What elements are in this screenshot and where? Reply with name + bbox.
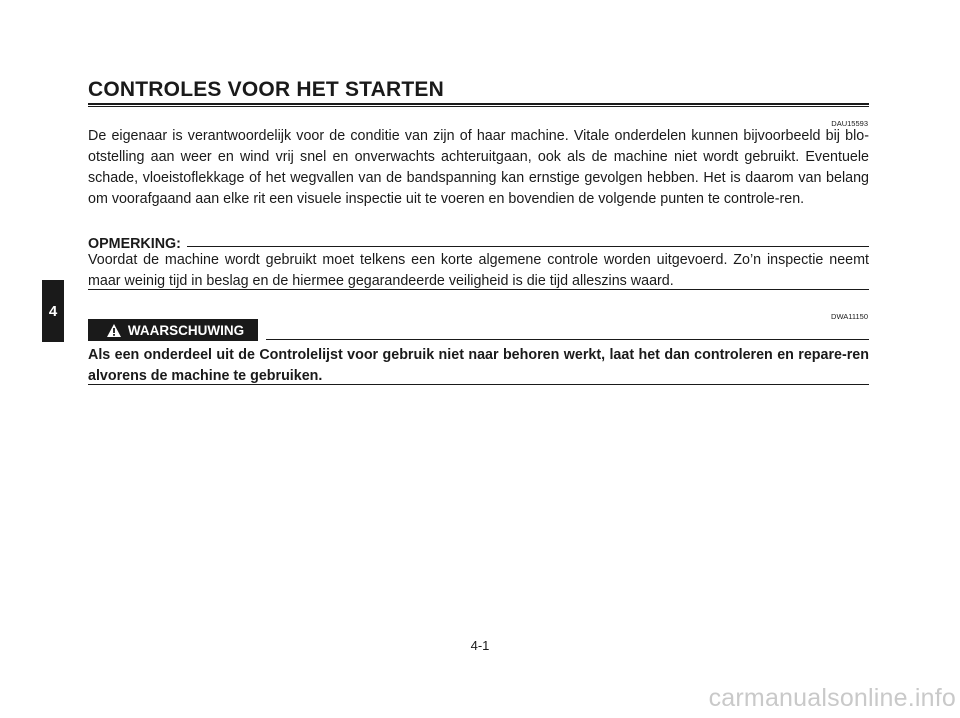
warning-code: DWA11150 [831,312,868,321]
warning-header [88,319,869,341]
page-number: 4-1 [470,638,490,653]
watermark: carmanualsonline.info [708,684,956,712]
warning-rule [266,339,869,340]
title-rule-thin [88,106,869,107]
section-title: CONTROLES VOOR HET STARTEN [88,78,444,101]
note-paragraph: Voordat de machine wordt gebruikt moet telkens een korte algemene controle worden uitgevoerd. Zo’n inspectie neemt maar weinig tijd in beslag en de hiermee gegarandeerde veiligheid is die tijd alleszins waard. [88,252,869,289]
warning-label: WAARSCHUWING [127,322,245,338]
warning-label-box [88,319,258,341]
intro-code: DAU15593 [831,119,868,128]
title-rule [88,103,869,105]
section-header [88,78,869,106]
chapter-tab: 4 [42,280,64,342]
warning-end-rule [88,384,869,385]
warning-paragraph: Als een onderdeel uit de Controlelijst voor gebruik niet naar behoren werkt, laat het dan controleren en repare-ren alvorens de machine te gebruiken. [88,347,869,384]
note-end-rule [88,289,869,290]
warning-triangle-icon [106,323,122,338]
intro-paragraph: De eigenaar is verantwoordelijk voor de conditie van zijn of haar machine. Vitale onderdelen kunnen bijvoorbeeld bij blo-otstelling aan weer en wind vrij snel en onverwachts achteruitgaan, ook als de machine niet wordt gebruikt. Eventuele schade, vloeistoflekkage of het wegvallen van de bandspanning kan ernstige gevolgen hebben. Het is daarom van belang om voorafgaand aan elke rit een visuele inspectie uit te voeren en bovendien de volgende punten te controle-ren. [88,128,869,207]
note-rule [180,246,869,247]
note-heading: OPMERKING: [88,236,187,252]
